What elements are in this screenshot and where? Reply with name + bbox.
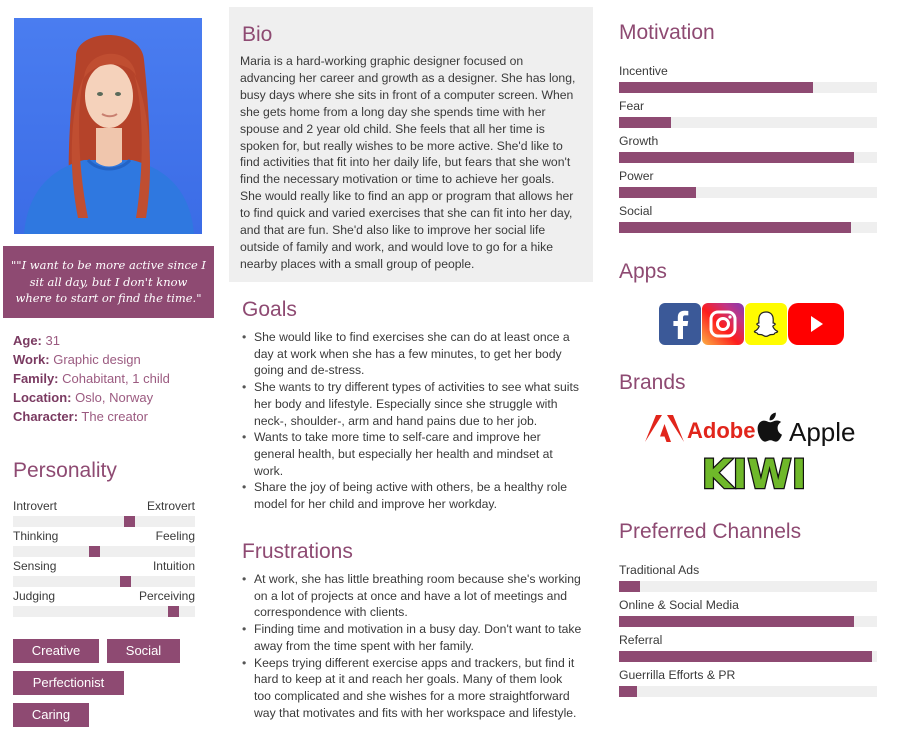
- scale-track: [13, 516, 195, 527]
- bar-label: Guerrilla Efforts & PR: [619, 668, 736, 682]
- bar-track: [619, 152, 877, 163]
- bio-paragraph: She would really like to find an app or program that allows her to find quick and varied exercises that she can fit into her day, and that are fun. She'd also like to improve her social life outside of family and work, and would love to go for a hike nearby places with a small group of people.: [240, 189, 574, 271]
- bar-label: Online & Social Media: [619, 598, 739, 612]
- adobe-logo: [645, 412, 757, 451]
- youtube-icon: [788, 303, 844, 345]
- list-item: • Finding time and motivation in a busy day. Don't want to take away from the time spent with her family.: [242, 621, 582, 654]
- scale-track: [13, 546, 195, 557]
- bar-track: [619, 117, 877, 128]
- fact-label: Age:: [13, 333, 42, 348]
- apps-title: Apps: [619, 260, 667, 283]
- list-item: • She wants to try different types of activities to see what suits her body and lifestyle. Especially since she struggle with neck-, shoulder-, arm and hand pains due to her job.: [242, 379, 582, 429]
- bar-label: Fear: [619, 99, 645, 113]
- fact-label: Character:: [13, 409, 79, 424]
- fact-location: [13, 388, 213, 407]
- bar-label: Referral: [619, 633, 663, 647]
- goals-list: [242, 329, 582, 513]
- scale-right-label: Feeling: [155, 529, 195, 543]
- fact-character: [13, 407, 213, 426]
- persona-photo: [14, 18, 202, 234]
- snapchat-icon: [745, 303, 787, 345]
- motivation-row: [619, 134, 877, 168]
- scale-marker: [89, 546, 100, 557]
- persona-facts: [13, 331, 213, 426]
- bio-title: Bio: [242, 23, 273, 46]
- bar-fill: [619, 651, 872, 662]
- bar-fill: [619, 82, 813, 93]
- channel-row: [619, 633, 877, 667]
- scale-left-label: Judging: [13, 589, 56, 603]
- apple-wordmark: Apple: [789, 417, 856, 446]
- bar-label: Incentive: [619, 64, 668, 78]
- motivation-title: Motivation: [619, 21, 715, 44]
- bar-track: [619, 686, 877, 697]
- channel-row: [619, 668, 877, 702]
- bar-fill: [619, 686, 637, 697]
- scale-marker: [168, 606, 179, 617]
- bar-fill: [619, 616, 854, 627]
- scale-right-label: Extrovert: [146, 499, 195, 513]
- fact-value: 31: [45, 333, 60, 348]
- list-item: • Share the joy of being active with others, be a healthy role model for her child and improve her workday.: [242, 479, 582, 512]
- tag-caring: Caring: [13, 703, 89, 727]
- personality-scale: [13, 559, 195, 589]
- motivation-row: [619, 204, 877, 238]
- scale-right-label: Intuition: [152, 559, 195, 573]
- scale-left-label: Sensing: [13, 559, 57, 573]
- fact-age: [13, 331, 213, 350]
- motivation-row: [619, 169, 877, 203]
- frustrations-title: Frustrations: [242, 540, 353, 563]
- kiwi-wordmark: KIWI: [704, 452, 804, 495]
- bar-track: [619, 616, 877, 627]
- bar-label: Growth: [619, 134, 659, 148]
- personality-scale: [13, 589, 195, 619]
- motivation-row: [619, 99, 877, 133]
- fact-value: Graphic design: [53, 352, 141, 367]
- list-item: • Wants to take more time to self-care and improve her general health, but especially her health and mindset at work.: [242, 429, 582, 479]
- fact-family: [13, 369, 213, 388]
- bar-label: Power: [619, 169, 654, 183]
- list-item: • She would like to find exercises she can do at least once a day at work when she has a few minutes, to get her body going and de-stress.: [242, 329, 582, 379]
- fact-value: Oslo, Norway: [75, 390, 154, 405]
- motivation-row: [619, 64, 877, 98]
- channel-row: [619, 598, 877, 632]
- adobe-wordmark: Adobe: [687, 418, 756, 443]
- goals-title: Goals: [242, 298, 297, 321]
- fact-label: Family:: [13, 371, 59, 386]
- persona-quote: ""I want to be more active since I sit all day, but I don't know where to start or find the time.": [3, 246, 214, 318]
- bio-paragraph: Maria is a hard-working graphic designer focused on advancing her career and growth as a designer. She has long, busy days where she sits in front of a computer screen. When she gets home from a long day she spends time with her spouse and 2 year old child. She feels that all her time is spoken for, but really wishes to be more active. She'd like to find activities that fit into her daily life, but fears that she won't find the necessary motivation or time to achieve her goals.: [240, 54, 576, 187]
- tag-social: Social: [107, 639, 180, 663]
- scale-marker: [120, 576, 131, 587]
- personality-scale: [13, 499, 195, 529]
- instagram-icon: [702, 303, 744, 345]
- bio-text: [240, 53, 582, 273]
- bar-track: [619, 651, 877, 662]
- channels-title: Preferred Channels: [619, 520, 802, 543]
- fact-work: [13, 350, 213, 369]
- personality-scale: [13, 529, 195, 559]
- fact-label: Location:: [13, 390, 72, 405]
- scale-left-label: Thinking: [13, 529, 59, 543]
- channel-row: [619, 563, 877, 597]
- bar-fill: [619, 187, 696, 198]
- fact-value: The creator: [81, 409, 148, 424]
- scale-marker: [124, 516, 135, 527]
- fact-label: Work:: [13, 352, 50, 367]
- fact-value: Cohabitant, 1 child: [62, 371, 170, 386]
- bar-fill: [619, 152, 854, 163]
- frustrations-list: [242, 571, 582, 721]
- bar-fill: [619, 581, 640, 592]
- bar-track: [619, 187, 877, 198]
- bar-fill: [619, 222, 851, 233]
- facebook-icon: [659, 303, 701, 345]
- bar-label: Traditional Ads: [619, 563, 700, 577]
- personality-title: Personality: [13, 459, 117, 482]
- kiwi-logo: [704, 449, 804, 500]
- bar-fill: [619, 117, 671, 128]
- brands-title: Brands: [619, 371, 686, 394]
- bar-track: [619, 581, 877, 592]
- list-item: • At work, she has little breathing room because she's working on a lot of projects at once and have a lot of meetings and correspondence with clients.: [242, 571, 582, 621]
- bar-track: [619, 222, 877, 233]
- persona-portrait: [14, 18, 202, 234]
- bar-label: Social: [619, 204, 653, 218]
- bar-track: [619, 82, 877, 93]
- scale-right-label: Perceiving: [138, 589, 195, 603]
- list-item: • Keeps trying different exercise apps and trackers, but find it hard to keep at it and reach her goals. Many of them look too complicated and she wishes for a more straightforward way that motivates and fits with her workspace and lifestyle.: [242, 655, 582, 722]
- apple-logo: [757, 410, 861, 451]
- tag-perfectionist: Perfectionist: [13, 671, 124, 695]
- scale-left-label: Introvert: [13, 499, 58, 513]
- tag-creative: Creative: [13, 639, 99, 663]
- scale-track: [13, 576, 195, 587]
